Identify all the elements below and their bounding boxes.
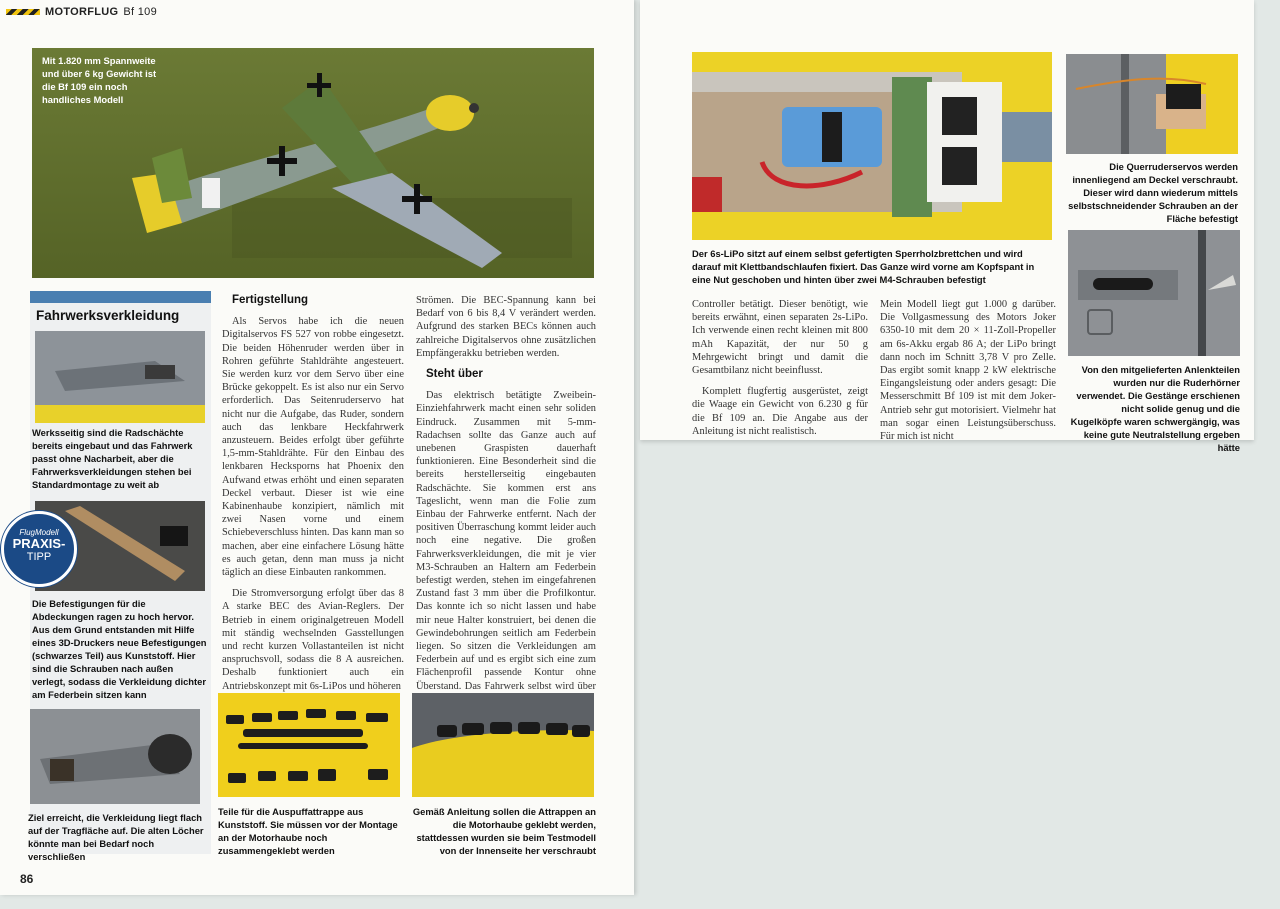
- sidebar-title: Fahrwerksverkleidung: [36, 308, 180, 323]
- battery-photo: [692, 52, 1052, 240]
- paragraph: Mein Modell liegt gut 1.000 g darüber. Die Vollgasmessung des Motors Joker 6350-10 mit dem 20 × 11-Zoll-Propeller am 6s-Akku ergab 86 A; der LiPo bringt dann noch im Schnitt 3,78 V pro Zelle. Das ergibt somit knapp 2 kW elektrische Eingangsleistung oder anders gesagt: Die Messerschmitt Bf 109 ist mit dem Joker-Antrieb sehr gut motorisiert. Vielmehr hat man sogar einen Leistungsüberschuss. Für mich ist nicht: [880, 299, 1056, 443]
- aileron-servo-photo: [1066, 54, 1238, 154]
- paragraph: Als Servos habe ich die neuen Digitalservos FS 527 von robbe eingesetzt. Die beiden Höhenruder werden über in Rohren geführte Stahldrähte angesteuert. Sie werden kurz vor dem Servo über eine Brücke gekoppelt. Es ist also nur ein Servo erforderlich. Das Seitenruderservo hat nicht nur die Aufgabe, das Ruder, sondern auch das lenkbare Heckfahrwerk anzusteuern. Beides erfolgt über geführte 1,5-mm-Stahldrähte. Für den Einbau des lenkbaren Hecksporns hat Phoenix den Aufwand etwas erhöht und einen separaten Deckel verbaut. Dieser ist wie eine Kabinenhaube konzipiert, nämlich mit zwei Nasen vorne und einem Schiebeverschluss hinten. Das kann man so machen, aber eine einfachere Lösung hätte es auch getan, denn man muss ja nicht täglich an diese Einbauten rankommen.: [222, 316, 404, 579]
- right-page: [640, 0, 1254, 453]
- sidebar-caption-1: Werksseitig sind die Radschächte bereits eingebaut und das Fahrwerk passt ohne Nacharbeit, aber die Fahrwerksverkleidungen stehen bei Standardmontage zu weit ab: [32, 427, 193, 490]
- paragraph: Komplett flugfertig ausgerüstet, zeigt die Waage ein Gewicht von 6.230 g für die Bf 109 an. Die Angabe aus der Anleitung ist nicht realistisch.: [692, 386, 868, 437]
- caption-horn: Von den mitgelieferten Anlenkteilen wurden nur die Ruderhörner verwendet. Die Gestänge erschienen nicht solide genug und die Kugelköpfe waren schwergängig, was keine gute Neutralstellung ergeben hätte: [1070, 364, 1240, 453]
- sidebar-caption-2: Die Befestigungen für die Abdeckungen ragen zu hoch hervor. Aus dem Grund entstanden mit Hilfe eines 3D-Druckers neue Befestigungen (schwarzes Teil) aus Kunststoff. Hier sind die Schrauben nach außen verlegt, sodass die Verkleidung dichter am Federbein sitzen kann: [32, 598, 207, 700]
- sidebar-photo-3: [30, 709, 200, 804]
- article-column-1: [222, 294, 404, 701]
- hero-caption: Mit 1.820 mm Spannweite und über 6 kg Gewicht ist die Bf 109 ein noch handliches Modell: [42, 55, 157, 105]
- caption-exhaust: Teile für die Auspuffattrappe aus Kunststoff. Sie müssen vor der Montage an der Motorhaube noch zusammengeklebt werden: [218, 806, 398, 856]
- badge-brand: FlugModell: [19, 528, 59, 537]
- cowl-photo: [412, 693, 594, 797]
- sidebar-photo-1: [35, 331, 205, 423]
- right-column-1: [692, 298, 868, 446]
- sidebar-top-bar: [30, 291, 211, 303]
- paragraph: Strömen. Die BEC-Spannung kann bei Bedarf von 6 bis 8,4 V verändert werden. Aufgrund des starken BECs können auch zahlreiche Digitalservos ohne zusätzlichen Empfängerakku betrieben werden.: [416, 295, 596, 359]
- control-horn-photo: [1068, 230, 1240, 356]
- page-number: 86: [20, 872, 34, 886]
- paragraph: Controller betätigt. Dieser benötigt, wie bereits erwähnt, einen separaten 2s-LiPo. Ich verwende einen recht kleinen mit 800 mAh Kapazität, der nur 50 g Mehrgewicht bringt und damit die Gesamtbilanz nicht beeinflusst.: [692, 299, 868, 377]
- header-stripe-icon: [6, 9, 40, 15]
- paragraph: Das elektrisch betätigte Zweibein-Einziehfahrwerk macht einen sehr soliden Eindruck. Zusammen mit 5-mm-Radachsen sollte das Ganze auch auf unebenen Graspisten dauerhaft funktionieren. Eine Besonderheit sind die bereits herstellerseitig eingebauten Radschächte. Sie kommen erst ans Tageslicht, wenn man die Folie zum Einbau der Fahrwerke entfernt. Nach der positiven Überraschung kommt leider auch noch eine negative. Die großen Fahrwerksverkleidungen, die mit je vier M3-Schrauben an Haltern am Federbein befestigt werden, stehen im eingefahrenen Zustand fast 3 mm über die Profilkontur. Das konnte ich so nicht lassen und habe mir neue Halter konstruiert, bei denen die Gewindebohrungen seitlich am Federbein liegen. So sitzen die Verkleidungen am Federbein auf und es ergibt sich eine zum Flächenprofil passende Kontur ohne Überstand. Das Fahrwerk selbst wird über: [416, 390, 596, 692]
- badge-line1: PRAXIS-: [12, 536, 66, 551]
- page-header: [6, 6, 157, 18]
- article-column-2: [416, 294, 596, 714]
- heading-steht-ueber: Steht über: [426, 368, 483, 381]
- caption-battery: Der 6s-LiPo sitzt auf einem selbst gefertigten Sperrholzbrettchen und wird darauf mit Klettbandschlaufen fixiert. Das Ganze wird vorne am Kopfspant in eine Nut geschoben und hinten über zwei M4-Schrauben befestigt: [692, 248, 1035, 285]
- hero-photo: [32, 48, 594, 278]
- heading-fertigstellung: Fertigstellung: [232, 294, 309, 306]
- caption-servo: Die Querruderservos werden innenliegend am Deckel verschraubt. Dieser wird dann wiederum mittels selbstschneidender Schrauben an der Fläche befestigt: [1068, 161, 1238, 224]
- badge-line2: TIPP: [26, 551, 52, 563]
- left-page: [0, 0, 634, 895]
- praxis-tipp-badge: [1, 511, 77, 587]
- sidebar-caption-3: Ziel erreicht, die Verkleidung liegt flach auf der Tragfläche auf. Die alten Löcher könnte man bei Bedarf noch verschließen: [28, 812, 204, 862]
- header-subject: Bf 109: [123, 6, 157, 18]
- right-column-2: [880, 298, 1056, 451]
- header-section: MOTORFLUG: [45, 6, 119, 18]
- caption-cowl: Gemäß Anleitung sollen die Attrappen an die Motorhaube geklebt werden, stattdessen wurden sie beim Testmodell von der Innenseite her verschraubt: [412, 806, 596, 856]
- paragraph: Die Stromversorgung erfolgt über das 8 A starke BEC des Avian-Reglers. Der Betrieb in einem originalgetreuen Modell mit ständig wechselnden Gasstellungen und recht kurzen Vollastanteilen ist nicht anspruchsvoll, sodass die 8 A ausreichen. Deshalb funktioniert auch ein Antriebskonzept mit 6s-LiPos und höheren: [222, 588, 404, 692]
- exhaust-parts-photo: [218, 693, 400, 797]
